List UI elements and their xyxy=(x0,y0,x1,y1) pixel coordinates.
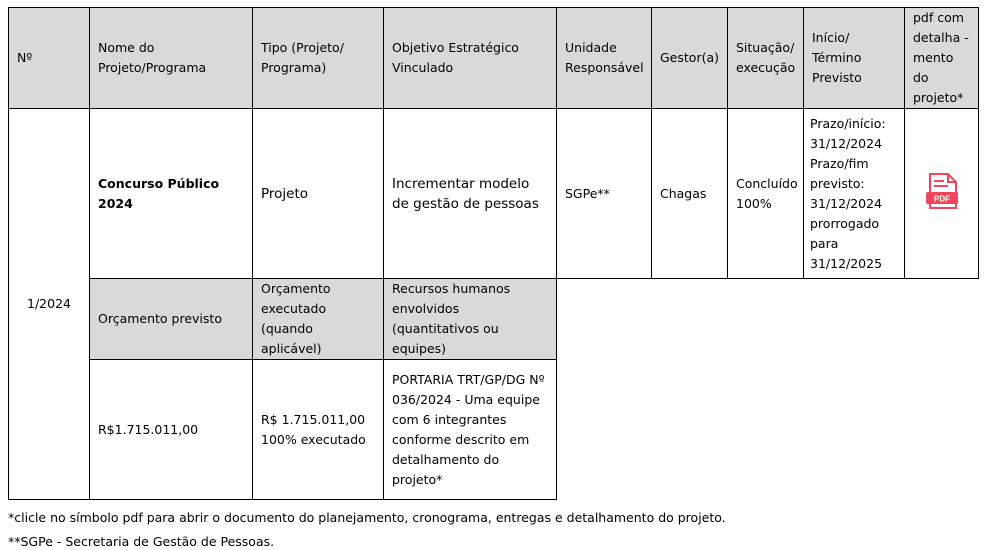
header-pdf: pdf com detalha - mento do projeto* xyxy=(905,8,979,109)
project-unit: SGPe** xyxy=(557,109,652,279)
header-budget-planned: Orçamento previsto xyxy=(90,279,253,360)
budget-header-row xyxy=(9,279,979,360)
budget-row xyxy=(9,360,979,500)
header-manager: Gestor(a) xyxy=(652,8,728,109)
project-status: Concluído 100% xyxy=(728,109,804,279)
project-type: Projeto xyxy=(253,109,384,279)
project-dates: Prazo/início: 31/12/2024 Prazo/fim previsto: 31/12/2024 prorrogado para 31/12/2025 xyxy=(804,109,905,279)
footnote-sgpe: **SGPe - Secretaria de Gestão de Pessoas. xyxy=(8,534,275,549)
header-type: Tipo (Projeto/ Programa) xyxy=(253,8,384,109)
header-budget-executed: Orçamento executado (quando aplicável) xyxy=(253,279,384,360)
header-name: Nome do Projeto/Programa xyxy=(90,8,253,109)
human-resources: PORTARIA TRT/GP/DG Nº 036/2024 - Uma equipe com 6 integrantes conforme descrito em detalhamento do projeto* xyxy=(384,360,557,500)
projects-table xyxy=(8,7,979,500)
header-human-resources: Recursos humanos envolvidos (quantitativos ou equipes) xyxy=(384,279,557,360)
project-manager: Chagas xyxy=(652,109,728,279)
project-objective: Incrementar modelo de gestão de pessoas xyxy=(384,109,557,279)
project-code: 1/2024 xyxy=(9,109,90,500)
header-objective: Objetivo Estratégico Vinculado xyxy=(384,8,557,109)
pdf-icon[interactable] xyxy=(924,172,960,216)
header-num: Nº xyxy=(9,8,90,109)
budget-planned: R$1.715.011,00 xyxy=(90,360,253,500)
header-status: Situação/ execução xyxy=(728,8,804,109)
header-row xyxy=(9,8,979,109)
header-unit: Unidade Responsável xyxy=(557,8,652,109)
header-dates: Início/ Término Previsto xyxy=(804,8,905,109)
budget-executed: R$ 1.715.011,00 100% executado xyxy=(253,360,384,500)
empty-space xyxy=(557,360,979,500)
pdf-icon-label: PDF xyxy=(933,194,950,203)
pdf-link-cell[interactable] xyxy=(905,109,979,279)
project-row xyxy=(9,109,979,279)
empty-space xyxy=(557,279,979,360)
footnote-pdf: *clicle no símbolo pdf para abrir o documento do planejamento, cronograma, entregas e detalhamento do projeto. xyxy=(8,510,726,525)
project-name: Concurso Público 2024 xyxy=(90,109,253,279)
